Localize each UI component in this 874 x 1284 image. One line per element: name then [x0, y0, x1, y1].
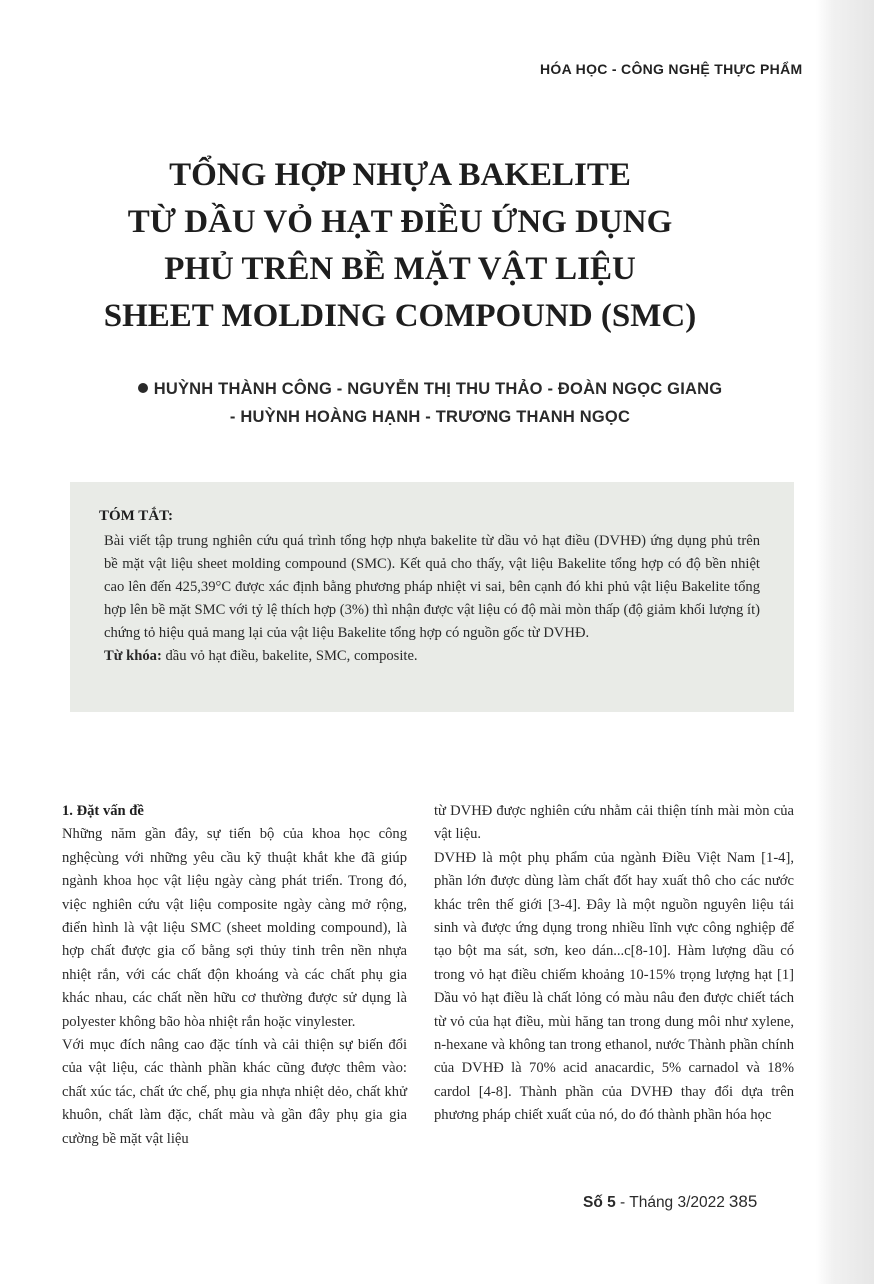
- body-paragraph: Với mục đích nâng cao đặc tính và cải thiện sự biến đổi của vật liệu, các thành phần khác cũng được thêm vào: chất xúc tác, chất ức chế, phụ gia nhựa nhiệt dẻo, chất khử khuôn, chất làm đặc, chất màu và gần đây phụ gia gia cường bề mặt vật liệu: [62, 1037, 407, 1147]
- author-list: [100, 375, 760, 431]
- title-line-1: TỔNG HỢP NHỰA BAKELITE: [169, 157, 631, 193]
- body-paragraph: DVHĐ là một phụ phẩm của ngành Điều Việt Nam [1-4], phần lớn được dùng làm chất đốt hay xuất thô cho các nước khác trên thế giới [3-4]. Đây là một nguồn nguyên liệu tái sinh và được ứng dụng trong nhiều lĩnh vực công nghiệp để tạo bột ma sát, sơn, keo dán...c[8-10]. Hàm lượng dầu có trong vỏ hạt điều chiếm khoảng 10-15% trọng lượng hạt [1] Dầu vỏ hạt điều là chất lỏng có màu nâu đen được chiết tách từ vỏ của hạt điều, mùi hăng tan trong dung môi như xylene, n-hexane và không tan trong ethanol, nước Thành phần chính của DVHĐ là 70% acid anacardic, 5% carnadol và 18% cardol [4-8]. Thành phần của DVHĐ thay đổi dựa trên phương pháp chiết xuất của nó, do đó thành phần hóa học: [434, 849, 794, 1124]
- abstract-heading: TÓM TẮT:: [99, 508, 174, 524]
- authors-line-1: [100, 375, 760, 403]
- authors-line-2: - HUỲNH HOÀNG HẠNH - TRƯƠNG THANH NGỌC: [229, 408, 631, 426]
- authors-line-1-text: HUỲNH THÀNH CÔNG - NGUYỄN THỊ THU THẢO - ĐOÀN NGỌC GIANG: [153, 380, 723, 398]
- issue-number: Số 5: [583, 1194, 616, 1211]
- page-footer: [583, 1192, 803, 1212]
- section-heading: 1. Đặt vấn đề: [62, 803, 144, 819]
- title-line-4: SHEET MOLDING COMPOUND (SMC): [103, 298, 697, 334]
- body-paragraph: Những năm gần đây, sự tiến bộ của khoa học công nghệcùng với những yêu cầu kỹ thuật khắt khe đã giúp ngành khoa học vật liệu ngày càng phát triển. Trong đó, việc nghiên cứu vật liệu composite ngày càng mở rộng, điển hình là vật liệu SMC (sheet molding compound), là hợp chất được gia cố bằng sợi thủy tinh trên nền nhựa nhiệt rắn, với các chất độn khoáng và các chất phụ gia khác nhau, các chất nền hữu cơ thường được sử dụng là polyester không bão hòa nhiệt rắn hoặc vinylester.: [62, 826, 407, 1030]
- body-column-left: [62, 800, 407, 1151]
- title-line-2: TỪ DẦU VỎ HẠT ĐIỀU ỨNG DỤNG: [127, 204, 673, 240]
- abstract-body: [104, 530, 760, 645]
- page-edge-shadow: [816, 0, 874, 1284]
- bullet-icon: [138, 383, 148, 393]
- body-column-right: [434, 800, 794, 1128]
- title-line-3: PHỦ TRÊN BỀ MẶT VẬT LIỆU: [164, 251, 636, 287]
- body-paragraph: từ DVHĐ được nghiên cứu nhằm cải thiện tính mài mòn của vật liệu.: [434, 803, 794, 843]
- abstract-text: Bài viết tập trung nghiên cứu quá trình tổng hợp nhựa bakelite từ dầu vỏ hạt điều (DVHĐ) ứng dụng phủ trên bề mặt vật liệu sheet molding compound (SMC). Kết quả cho thấy, vật liệu Bakelite tổng hợp có độ bền nhiệt cao lên đến 425,39°C được xác định bằng phương pháp nhiệt vi sai, bên cạnh đó khi phủ vật liệu Bakelite tổng hợp lên bề mặt SMC với tỷ lệ thích hợp (3%) thì nhận được vật liệu có độ mài mòn thấp (độ giảm khối lượng ít) chứng tỏ hiệu quả mang lại của vật liệu Bakelite tổng hợp có nguồn gốc từ DVHĐ.: [104, 533, 760, 641]
- keywords: [104, 645, 760, 668]
- keywords-label: Từ khóa:: [104, 648, 162, 664]
- issue-date: - Tháng 3/2022: [615, 1194, 725, 1211]
- article-title: [80, 152, 720, 340]
- keywords-text: dầu vỏ hạt điều, bakelite, SMC, composite.: [161, 648, 418, 664]
- page-number: 385: [728, 1192, 758, 1211]
- abstract-box: [70, 482, 794, 712]
- section-header: HÓA HỌC - CÔNG NGHỆ THỰC PHẨM: [540, 61, 803, 77]
